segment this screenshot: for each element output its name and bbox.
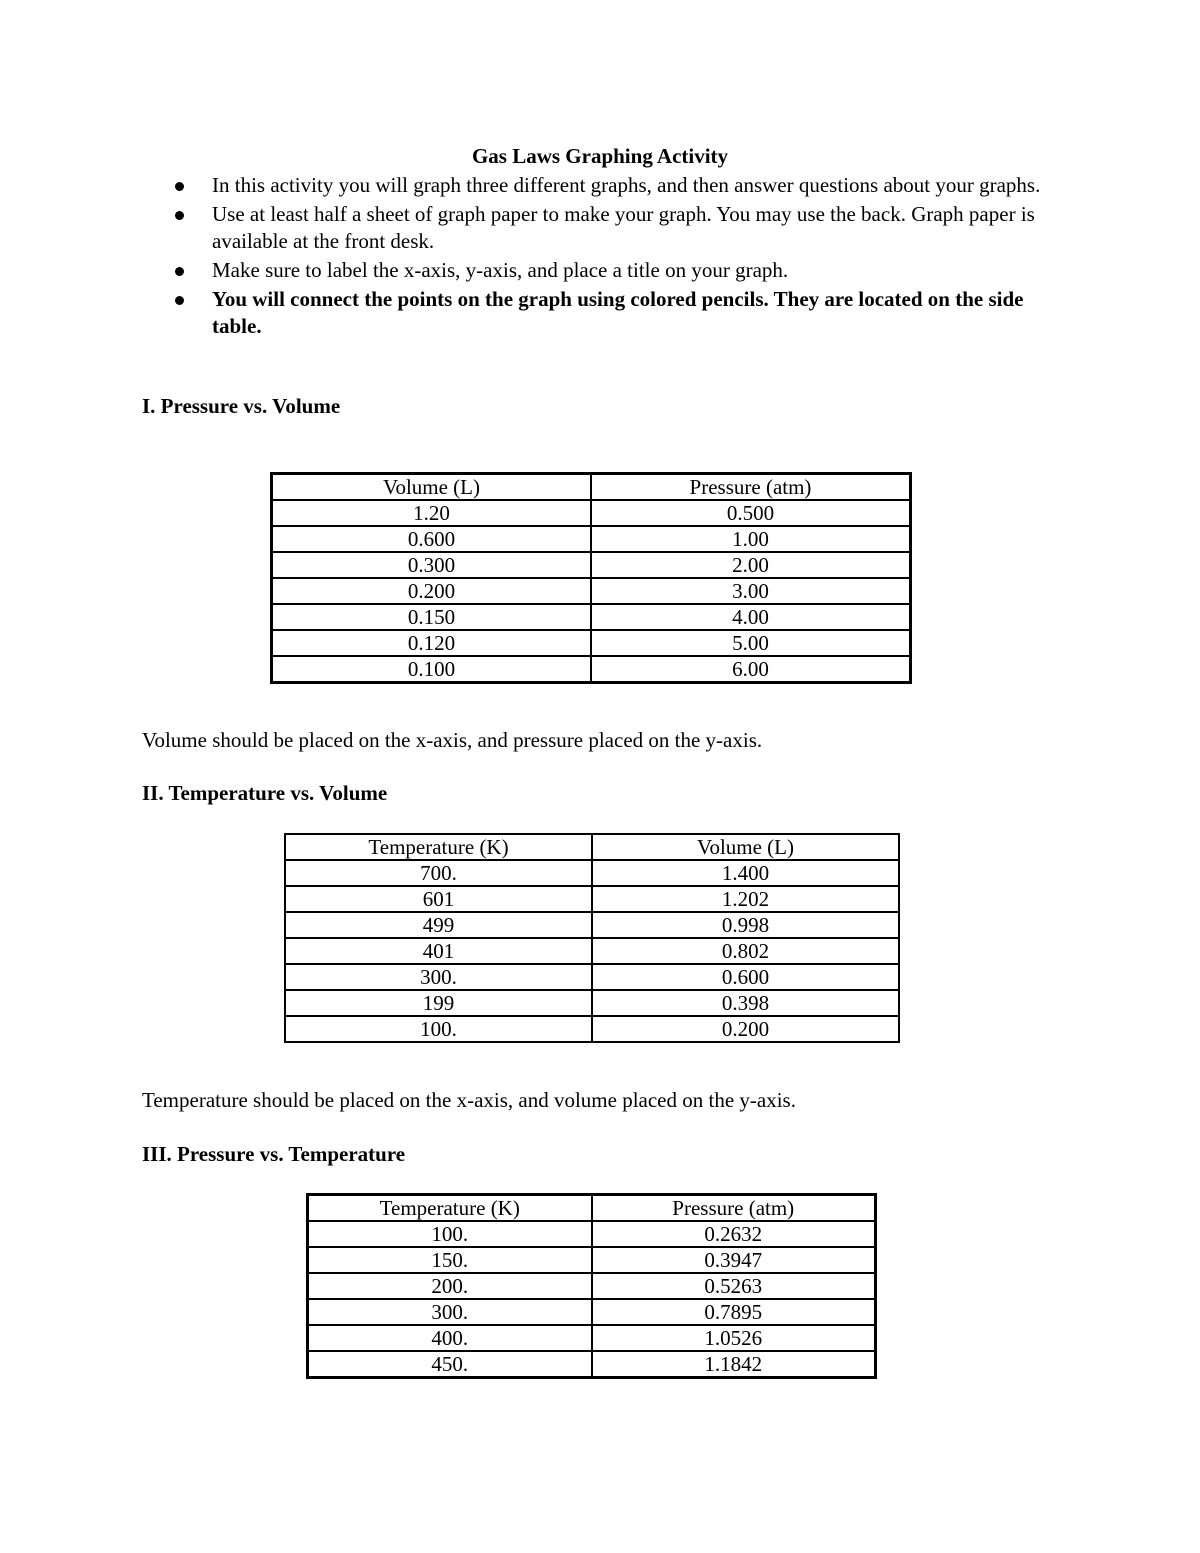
table-row: [285, 886, 899, 912]
table-cell: 401: [285, 938, 592, 964]
table-row: [285, 912, 899, 938]
table-cell: 1.1842: [592, 1351, 876, 1378]
table-row: [285, 938, 899, 964]
table-header-row: [308, 1195, 876, 1222]
table-cell: 4.00: [591, 604, 911, 630]
pressure-temperature-table: [306, 1193, 877, 1379]
table-cell: 450.: [308, 1351, 592, 1378]
table-cell: 0.7895: [592, 1299, 876, 1325]
table-cell: 300.: [308, 1299, 592, 1325]
table-row: [285, 964, 899, 990]
list-item: In this activity you will graph three different graphs, and then answer questions about your graphs.: [163, 172, 1063, 199]
bullet-icon: [175, 296, 184, 305]
bullet-icon: [175, 267, 184, 276]
table-cell: 100.: [308, 1221, 592, 1247]
table-row: [272, 630, 911, 656]
table-row: [272, 656, 911, 683]
bullet-icon: [175, 211, 184, 220]
table-cell: 0.150: [272, 604, 592, 630]
table-cell: 0.5263: [592, 1273, 876, 1299]
temperature-volume-table: [284, 833, 900, 1043]
table-cell: 1.400: [592, 860, 899, 886]
table-cell: 0.100: [272, 656, 592, 683]
table-header-cell: Volume (L): [272, 474, 592, 501]
table-cell: 0.300: [272, 552, 592, 578]
table-cell: 300.: [285, 964, 592, 990]
table-row: [308, 1247, 876, 1273]
table-row: [272, 604, 911, 630]
table-header-cell: Pressure (atm): [592, 1195, 876, 1222]
bullet-icon: [175, 182, 184, 191]
table-cell: 0.120: [272, 630, 592, 656]
table-cell: 2.00: [591, 552, 911, 578]
table-cell: 200.: [308, 1273, 592, 1299]
table-cell: 499: [285, 912, 592, 938]
table-cell: 0.600: [272, 526, 592, 552]
table-row: [308, 1325, 876, 1351]
section-heading-pressure-temperature: III. Pressure vs. Temperature: [142, 1142, 406, 1166]
table-cell: 0.200: [272, 578, 592, 604]
table-row: [272, 526, 911, 552]
list-item: Make sure to label the x-axis, y-axis, and place a title on your graph.: [163, 257, 1063, 284]
table-row: [285, 1016, 899, 1042]
table-cell: 5.00: [591, 630, 911, 656]
instruction-list: [163, 172, 1063, 342]
table-cell: 1.00: [591, 526, 911, 552]
table-header-row: [272, 474, 911, 501]
table-row: [308, 1273, 876, 1299]
section-heading-temperature-volume: II. Temperature vs. Volume: [142, 781, 388, 805]
table-cell: 601: [285, 886, 592, 912]
table-cell: 3.00: [591, 578, 911, 604]
axis-note-pressure-volume: Volume should be placed on the x-axis, and pressure placed on the y-axis.: [142, 728, 763, 752]
table-row: [272, 552, 911, 578]
page-title: Gas Laws Graphing Activity: [471, 144, 729, 168]
table-cell: 1.202: [592, 886, 899, 912]
table-row: [272, 500, 911, 526]
table-row: [308, 1351, 876, 1378]
table-cell: 0.802: [592, 938, 899, 964]
table-header-cell: Pressure (atm): [591, 474, 911, 501]
table-header-cell: Temperature (K): [308, 1195, 592, 1222]
table-cell: 1.20: [272, 500, 592, 526]
list-item: You will connect the points on the graph using colored pencils. They are located on the side table.: [163, 286, 1063, 340]
table-row: [272, 578, 911, 604]
table-cell: 0.2632: [592, 1221, 876, 1247]
list-item: Use at least half a sheet of graph paper to make your graph. You may use the back. Graph paper is available at the front desk.: [163, 201, 1063, 255]
table-cell: 1.0526: [592, 1325, 876, 1351]
table-cell: 400.: [308, 1325, 592, 1351]
table-cell: 0.398: [592, 990, 899, 1016]
table-row: [285, 990, 899, 1016]
table-cell: 150.: [308, 1247, 592, 1273]
table-cell: 0.3947: [592, 1247, 876, 1273]
table-cell: 0.500: [591, 500, 911, 526]
pressure-volume-table: [270, 472, 912, 684]
section-heading-pressure-volume: I. Pressure vs. Volume: [142, 394, 341, 418]
table-row: [285, 860, 899, 886]
table-header-row: [285, 834, 899, 860]
table-cell: 100.: [285, 1016, 592, 1042]
table-row: [308, 1221, 876, 1247]
table-cell: 0.998: [592, 912, 899, 938]
table-header-cell: Temperature (K): [285, 834, 592, 860]
table-cell: 6.00: [591, 656, 911, 683]
table-cell: 0.600: [592, 964, 899, 990]
table-cell: 0.200: [592, 1016, 899, 1042]
table-cell: 199: [285, 990, 592, 1016]
axis-note-temperature-volume: Temperature should be placed on the x-axis, and volume placed on the y-axis.: [142, 1088, 796, 1112]
table-cell: 700.: [285, 860, 592, 886]
table-header-cell: Volume (L): [592, 834, 899, 860]
table-row: [308, 1299, 876, 1325]
